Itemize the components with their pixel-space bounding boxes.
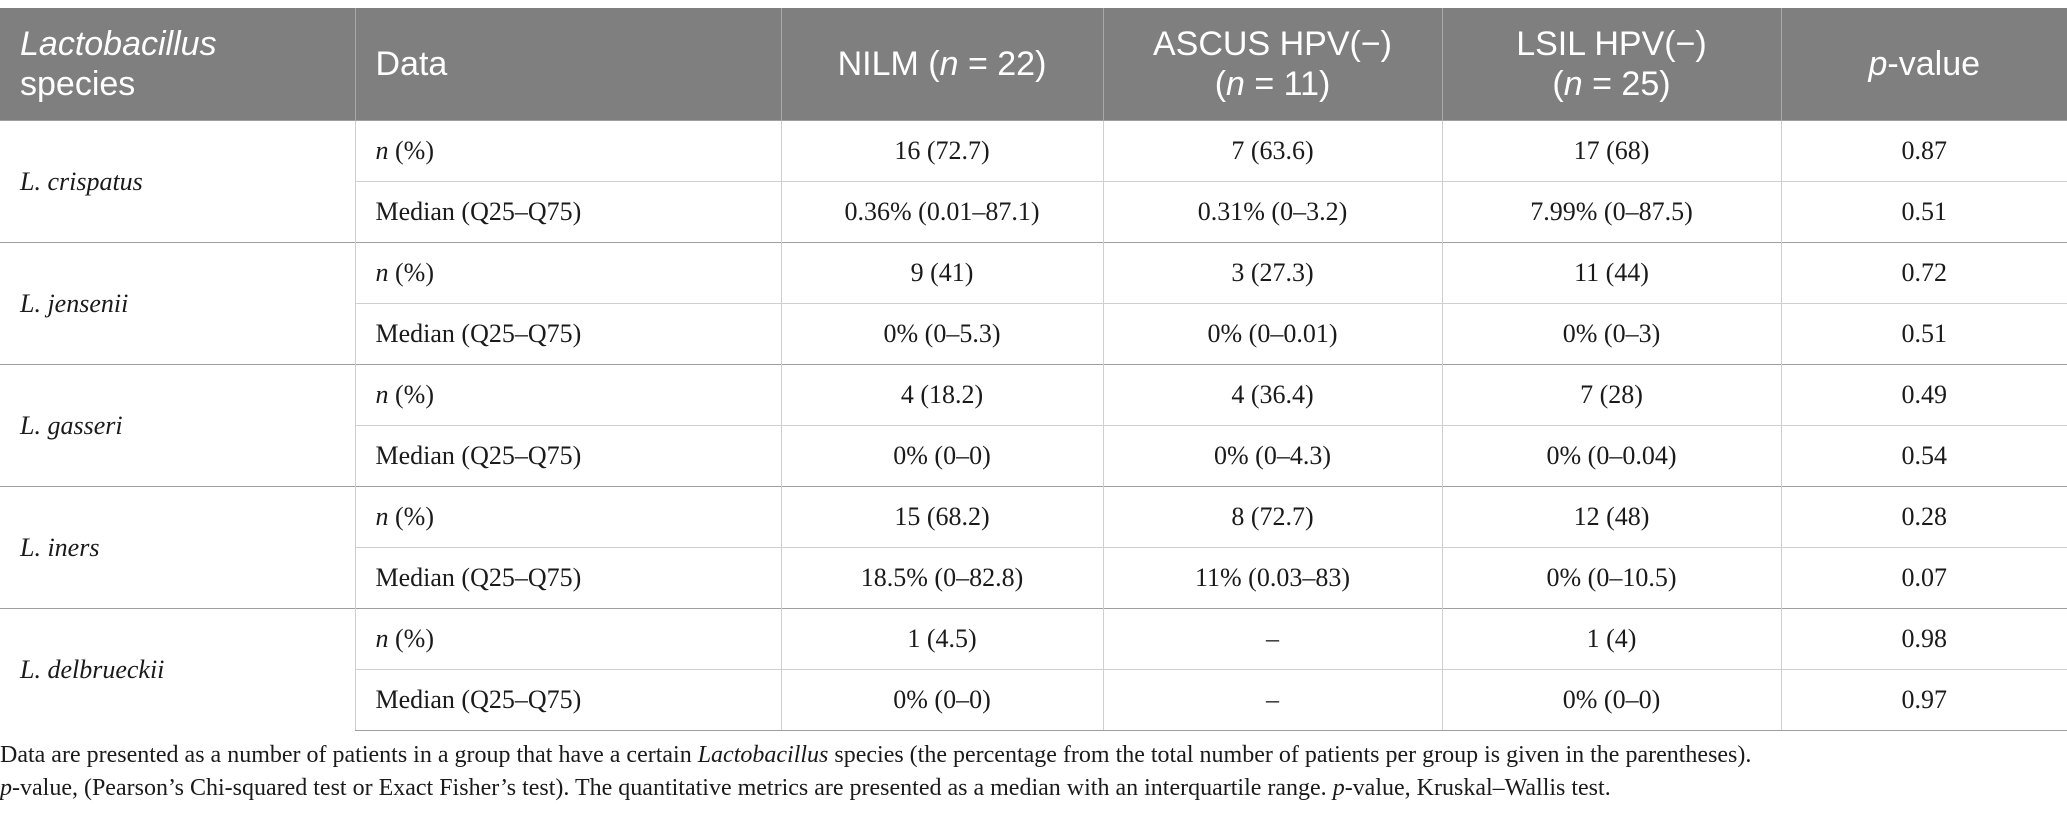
- table-row: [0, 243, 2067, 304]
- data-label-cell: n (%): [355, 609, 781, 670]
- header-species: Lactobacillus species: [0, 8, 355, 121]
- table-figure: [0, 8, 2067, 805]
- ascus-cell: –: [1103, 609, 1442, 670]
- p-value-cell: 0.54: [1781, 426, 2067, 487]
- lsil-cell: 7.99% (0–87.5): [1442, 182, 1781, 243]
- nilm-cell: 9 (41): [781, 243, 1103, 304]
- nilm-cell: 15 (68.2): [781, 487, 1103, 548]
- nilm-cell: 0% (0–0): [781, 426, 1103, 487]
- species-cell: L. iners: [0, 487, 355, 609]
- table-row: [0, 121, 2067, 182]
- header-nilm: NILM (n = 22): [781, 8, 1103, 121]
- data-label-cell: n (%): [355, 243, 781, 304]
- lsil-cell: 0% (0–3): [1442, 304, 1781, 365]
- nilm-cell: 16 (72.7): [781, 121, 1103, 182]
- nilm-cell: 4 (18.2): [781, 365, 1103, 426]
- data-label-cell: n (%): [355, 487, 781, 548]
- p-value-cell: 0.51: [1781, 182, 2067, 243]
- table-header: [0, 8, 2067, 121]
- p-value-cell: 0.07: [1781, 548, 2067, 609]
- nilm-cell: 1 (4.5): [781, 609, 1103, 670]
- ascus-cell: 4 (36.4): [1103, 365, 1442, 426]
- header-lsil: LSIL HPV(−) (n = 25): [1442, 8, 1781, 121]
- header-data: Data: [355, 8, 781, 121]
- data-label-cell: Median (Q25–Q75): [355, 670, 781, 731]
- data-label-cell: n (%): [355, 121, 781, 182]
- header-p-value: p-value: [1781, 8, 2067, 121]
- data-label-cell: Median (Q25–Q75): [355, 426, 781, 487]
- ascus-cell: –: [1103, 670, 1442, 731]
- ascus-cell: 3 (27.3): [1103, 243, 1442, 304]
- ascus-cell: 11% (0.03–83): [1103, 548, 1442, 609]
- ascus-cell: 8 (72.7): [1103, 487, 1442, 548]
- lsil-cell: 0% (0–0): [1442, 670, 1781, 731]
- species-cell: L. jensenii: [0, 243, 355, 365]
- lsil-cell: 12 (48): [1442, 487, 1781, 548]
- lsil-cell: 1 (4): [1442, 609, 1781, 670]
- species-cell: L. delbrueckii: [0, 609, 355, 731]
- table-footnotes: [0, 731, 2067, 805]
- ascus-cell: 7 (63.6): [1103, 121, 1442, 182]
- lsil-cell: 0% (0–10.5): [1442, 548, 1781, 609]
- nilm-cell: 0% (0–0): [781, 670, 1103, 731]
- lsil-cell: 7 (28): [1442, 365, 1781, 426]
- lsil-cell: 0% (0–0.04): [1442, 426, 1781, 487]
- p-value-cell: 0.87: [1781, 121, 2067, 182]
- header-ascus: ASCUS HPV(−) (n = 11): [1103, 8, 1442, 121]
- data-table: [0, 8, 2067, 731]
- p-value-cell: 0.28: [1781, 487, 2067, 548]
- table-row: [0, 365, 2067, 426]
- table-body: [0, 121, 2067, 731]
- data-label-cell: n (%): [355, 365, 781, 426]
- p-value-cell: 0.49: [1781, 365, 2067, 426]
- nilm-cell: 0% (0–5.3): [781, 304, 1103, 365]
- data-label-cell: Median (Q25–Q75): [355, 182, 781, 243]
- p-value-cell: 0.72: [1781, 243, 2067, 304]
- p-value-cell: 0.97: [1781, 670, 2067, 731]
- p-value-cell: 0.51: [1781, 304, 2067, 365]
- data-label-cell: Median (Q25–Q75): [355, 548, 781, 609]
- lsil-cell: 11 (44): [1442, 243, 1781, 304]
- species-cell: L. gasseri: [0, 365, 355, 487]
- ascus-cell: 0.31% (0–3.2): [1103, 182, 1442, 243]
- nilm-cell: 0.36% (0.01–87.1): [781, 182, 1103, 243]
- lsil-cell: 17 (68): [1442, 121, 1781, 182]
- p-value-cell: 0.98: [1781, 609, 2067, 670]
- header-row: [0, 8, 2067, 121]
- ascus-cell: 0% (0–4.3): [1103, 426, 1442, 487]
- ascus-cell: 0% (0–0.01): [1103, 304, 1442, 365]
- data-label-cell: Median (Q25–Q75): [355, 304, 781, 365]
- table-row: [0, 487, 2067, 548]
- footnote-line-1: Data are presented as a number of patients in a group that have a certain Lactobacillus species (the percentage from the total number of patients per group is given in the parentheses).: [0, 742, 1752, 768]
- nilm-cell: 18.5% (0–82.8): [781, 548, 1103, 609]
- species-cell: L. crispatus: [0, 121, 355, 243]
- table-row: [0, 609, 2067, 670]
- footnote-line-2: p-value, (Pearson’s Chi-squared test or Exact Fisher’s test). The quantitative metrics are presented as a median with an interquartile range. p-value, Kruskal–Wallis test.: [0, 775, 1611, 801]
